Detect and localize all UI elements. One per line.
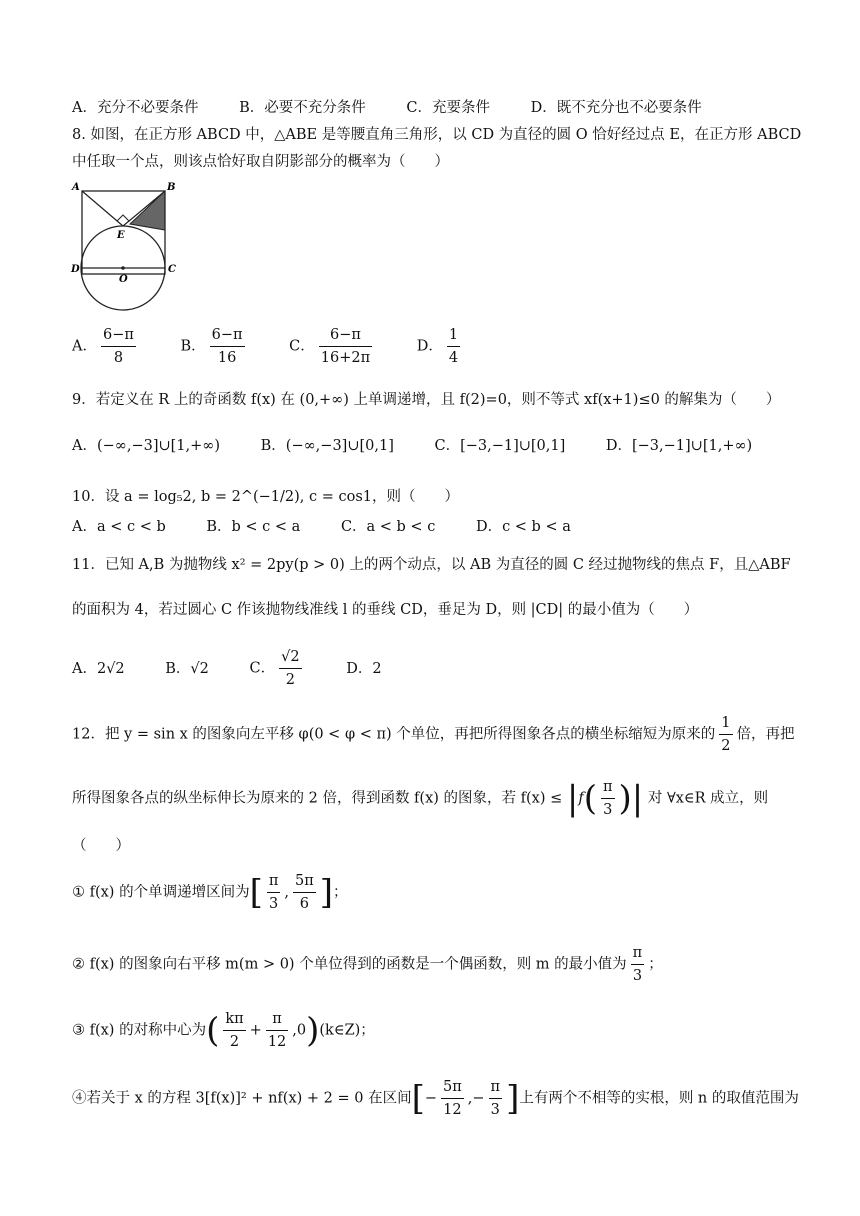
q12-stem-line3: （ ） [72,838,130,854]
label-c: C [168,264,176,275]
q10-options [72,517,607,537]
q9-options [72,436,788,456]
q10-option-a: A．a < c < b [72,519,166,535]
q7-option-a: A．充分不必要条件 [72,100,199,116]
q12-item-2: ② f(x) 的图象向右平移 m(m > 0) 个单位得到的函数是一个偶函数，则 m 的最小值为 $\frac{\pi}{3}$ ； [72,942,663,987]
q11-stem-line2: 的面积为 4，若过圆心 C 作该抛物线准线 l 的垂线 CD，垂足为 D，则 |CD| 的最小值为（ ） [72,602,699,618]
q8-geometry-figure [70,178,180,313]
q9-option-a: A．(−∞,−3]∪[1,+∞) [72,438,221,454]
q11-options [72,646,418,691]
q10-option-c: C．a < b < c [340,519,436,535]
q10-option-b: B．b < c < a [206,519,301,535]
q12-item-1: ① f(x) 的个单调递增区间为[ $\frac{\pi}{3}$ , $\frac{5\pi}{6}$ ]； [72,870,348,915]
q10-option-d: D．c < b < a [475,519,571,535]
q7-option-c: C．充要条件 [406,100,490,116]
q9-option-c: C．[−3,−1]∪[0,1] [434,438,566,454]
q11-stem-line1: 11．已知 A,B 为抛物线 x² = 2py(p > 0) 上的两个动点，以 AB 为直径的圆 C 经过抛物线的焦点 F，且△ABF [72,557,791,573]
label-d: D [71,264,80,275]
label-a: A [72,182,80,193]
q11-option-d: D．2 [346,660,382,677]
shaded-region [130,191,165,230]
q12-stem-line2: 所得图象各点的纵坐标伸长为原来的 2 倍，得到函数 f(x) 的图象，若 f(x) ≤ |f( $\frac{\pi}{3}$ )| 对 ∀x∈R 成立，则 [72,776,768,821]
label-b: B [167,182,176,193]
right-angle-mark [117,215,129,221]
q10-stem: 10．设 a = log₅2, b = 2^(−1/2), c = cos1，则（ ） [72,489,460,505]
label-o: O [119,274,128,285]
q12-item-3: ③ f(x) 的对称中心为( $\frac{k\pi}{2}$ + $\frac{\pi}{12}$ ,0)(k∈Z)； [72,1008,375,1053]
q8-option-a: A． $\frac{6-\pi}{8}$ [72,324,140,369]
q12-item-4: ④若关于 x 的方程 3[f(x)]² + nf(x) + 2 = 0 在区间[− $\frac{5\pi}{12}$ ,− $\frac{\pi}{3}$ ]上有两个不相等的实根，则 n 的取值范围为 [72,1076,799,1121]
q8-option-d: D． $\frac{1}{4}$ [417,324,464,369]
label-e: E [117,230,125,241]
q11-option-c: C． $\frac{√2}{2}$ [250,646,306,691]
q8-option-b: B． $\frac{6-\pi}{16}$ [181,324,249,369]
q12-stem-line1: 12．把 y = sin x 的图象向左平移 φ(0 < φ < π) 个单位，再把所得图象各点的横坐标缩短为原来的 $\frac{1}{2}$ 倍，再把 [72,712,795,757]
q8-stem-line2: 中任取一个点，则该点恰好取自阴影部分的概率为（ ） [72,154,449,170]
q7-option-d: D．既不充分也不必要条件 [530,100,702,116]
q8-option-c: C． $\frac{6-\pi}{16+2\pi}$ [289,324,376,369]
q9-stem: 9．若定义在 R 上的奇函数 f(x) 在 (0,+∞) 上单调递增，且 f(2)=0，则不等式 xf(x+1)≤0 的解集为（ ） [72,392,781,408]
q9-option-d: D．[−3,−1]∪[1,+∞) [605,438,753,454]
q7-options [72,98,738,118]
q8-stem-line1: 8. 如图，在正方形 ABCD 中，△ABE 是等腰直角三角形，以 CD 为直径的圆 O 恰好经过点 E，在正方形 ABCD [72,127,802,143]
q11-option-b: B．√2 [165,660,209,677]
q8-options [72,324,500,369]
q7-option-b: B．必要不充分条件 [239,100,366,116]
q9-option-b: B．(−∞,−3]∪[0,1] [260,438,394,454]
q11-option-a: A．2√2 [72,660,125,677]
center-point-o [121,266,125,270]
